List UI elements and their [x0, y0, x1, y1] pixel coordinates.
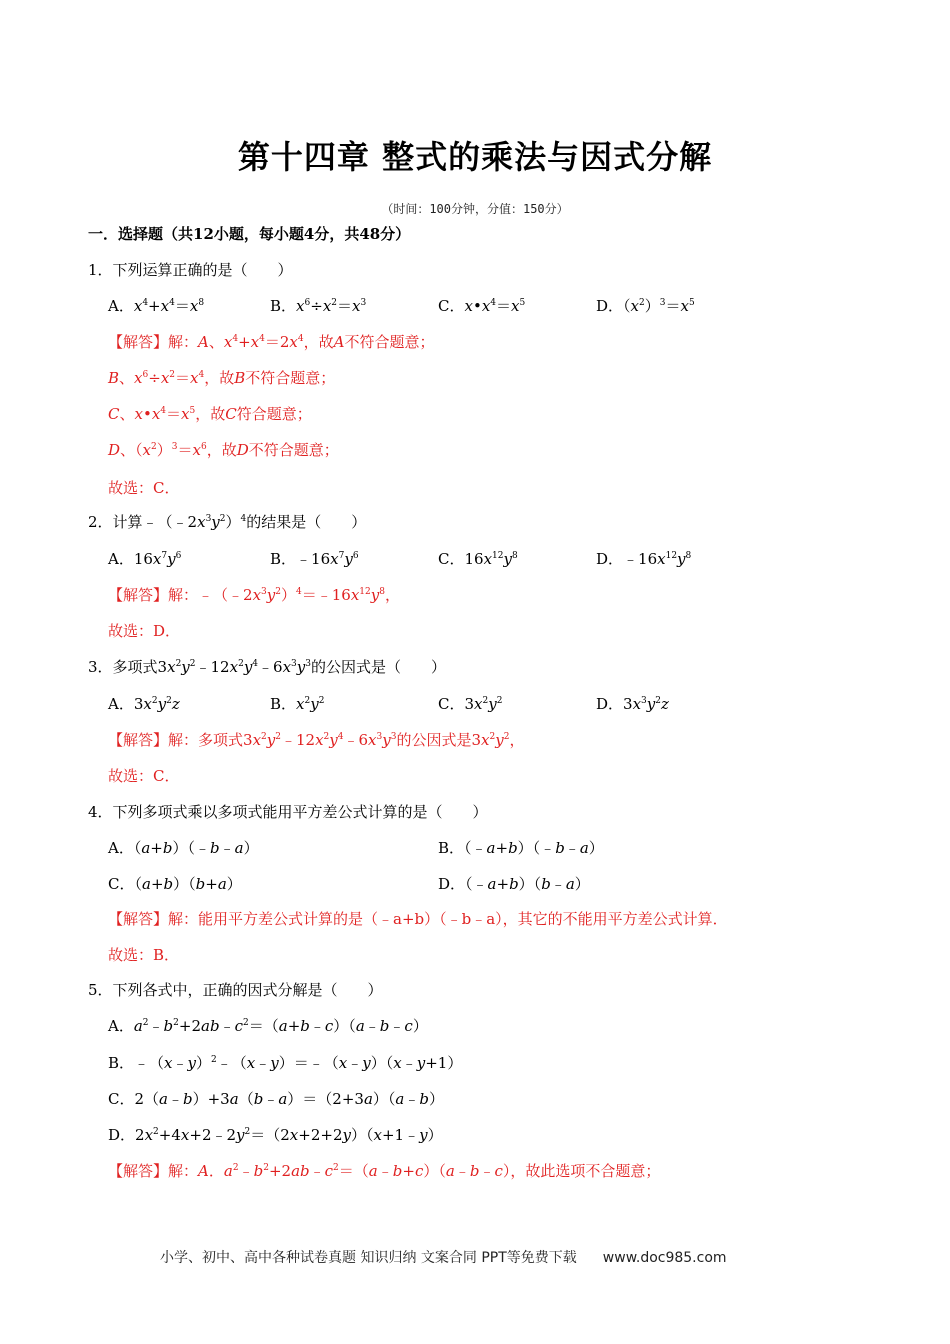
q2-option-b: B．$﹣16x^7y^6$ — [270, 550, 359, 568]
q3-option-a: A．$3x^2y^2z$ — [108, 695, 180, 713]
q1-answer-line-3: C、$x•x^4=x^5$，故C符合题意； — [108, 405, 312, 423]
answer-head: 解： — [168, 333, 199, 351]
q3-answer: 【解答】解：多项式$3x^2y^2﹣12x^2y^4﹣6x^3y^3$的公因式是$3x^2y^2$， — [108, 731, 525, 749]
question-4-stem: 4．下列多项式乘以多项式能用平方差公式计算的是（ ） — [88, 803, 488, 821]
q1-option-d: D．$(x^2)^3=x^5$ — [596, 297, 695, 315]
q1-answer-line-4: D、$(x^2)^3=x^6$，故D不符合题意； — [108, 441, 339, 459]
question-5-stem: 5．下列各式中，正确的因式分解是（ ） — [88, 981, 383, 999]
answer-text: 解：能用平方差公式计算的是（﹣a+b）（﹣b﹣a），其它的不能用平方差公式计算． — [168, 910, 728, 928]
footer-url[interactable]: www.doc985.com — [602, 1250, 727, 1266]
q4-answer — [108, 910, 728, 928]
footer-text: 小学、初中、高中各种试卷真题 知识归纳 文案合同 PPT等免费下载 — [160, 1250, 577, 1266]
q4-option-d: D．（﹣a+b）（b﹣a） — [438, 875, 590, 893]
q2-option-c: C．$16x^{12}y^8$ — [438, 550, 518, 568]
answer-tag: 【解答】 — [108, 1162, 169, 1180]
q4-option-b: B．（﹣a+b）（﹣b﹣a） — [438, 839, 604, 857]
q1-option-b: B．$x^6\div x^2=x^3$ — [270, 297, 367, 315]
page-title: 第十四章 整式的乘法与因式分解 — [237, 138, 713, 176]
answer-tag: 【解答】 — [108, 910, 169, 928]
q1-answer-line-2: B、$x^6\div x^2=x^4$，故B不符合题意； — [108, 369, 336, 387]
q3-option-c: C．$3x^2y^2$ — [438, 695, 503, 713]
section-heading: 一．选择题（共12小题，每小题4分，共48分） — [88, 225, 411, 243]
q3-option-d: D．$3x^3y^2z$ — [596, 695, 669, 713]
answer-tag: 【解答】 — [108, 731, 169, 749]
q5-option-c: C．2（a﹣b）+3a（b﹣a）＝（2+3a）（a﹣b） — [108, 1090, 444, 1108]
question-2-stem: 2．计算$﹣(﹣2x^3y^2)^4$的结果是（ ） — [88, 513, 367, 531]
q5-option-b: B．﹣（x﹣y）$^2$﹣（x﹣y）＝﹣（x﹣y）（x﹣y+1） — [108, 1054, 463, 1072]
exam-meta: （时间：100分钟，分值：150分） — [381, 202, 569, 216]
q3-conclusion: 故选：C． — [108, 767, 180, 785]
question-1-stem: 1．下列运算正确的是（ ） — [88, 261, 293, 279]
question-3-stem: 3．多项式$3x^2y^2﹣12x^2y^4﹣6x^3y^3$的公因式是（ ） — [88, 658, 447, 676]
q1-answer-line-1: 【解答】解：A、$x^4+x^4=2x^4$，故A不符合题意； — [108, 333, 435, 351]
q5-option-a: A．$a^2﹣b^2+2ab﹣c^2=(a+b﹣c)(a﹣b﹣c)$ — [108, 1017, 428, 1035]
q1-option-a: A．$x^4+x^4=x^8$ — [108, 297, 205, 315]
q5-option-d: D．$2x^2+4x+2﹣2y^2=(2x+2+2y)(x+1﹣y)$ — [108, 1126, 443, 1144]
q4-conclusion: 故选：B． — [108, 946, 180, 964]
answer-tag: 【解答】 — [108, 333, 169, 351]
q5-answer: 【解答】解：A．$a^2﹣b^2+2ab﹣c^2=(a﹣b+c)(a﹣b﹣c)$，故此选项不合题意； — [108, 1162, 661, 1180]
q4-option-c: C．（a+b）（b+a） — [108, 875, 242, 893]
q2-option-d: D．$﹣16x^{12}y^8$ — [596, 550, 692, 568]
q4-option-a: A．（a+b）（﹣b﹣a） — [108, 839, 259, 857]
q2-conclusion: 故选：D． — [108, 622, 181, 640]
q2-answer: 【解答】解：$﹣(﹣2x^3y^2)^4=﹣16x^{12}y^8$， — [108, 586, 400, 604]
q2-option-a: A．$16x^7y^6$ — [108, 550, 182, 568]
q3-option-b: B．$x^2y^2$ — [270, 695, 325, 713]
page-footer — [160, 1247, 727, 1267]
answer-tag: 【解答】 — [108, 586, 169, 604]
q1-option-c: C．$x•x^4=x^5$ — [438, 297, 526, 315]
q1-conclusion: 故选：C． — [108, 479, 180, 497]
